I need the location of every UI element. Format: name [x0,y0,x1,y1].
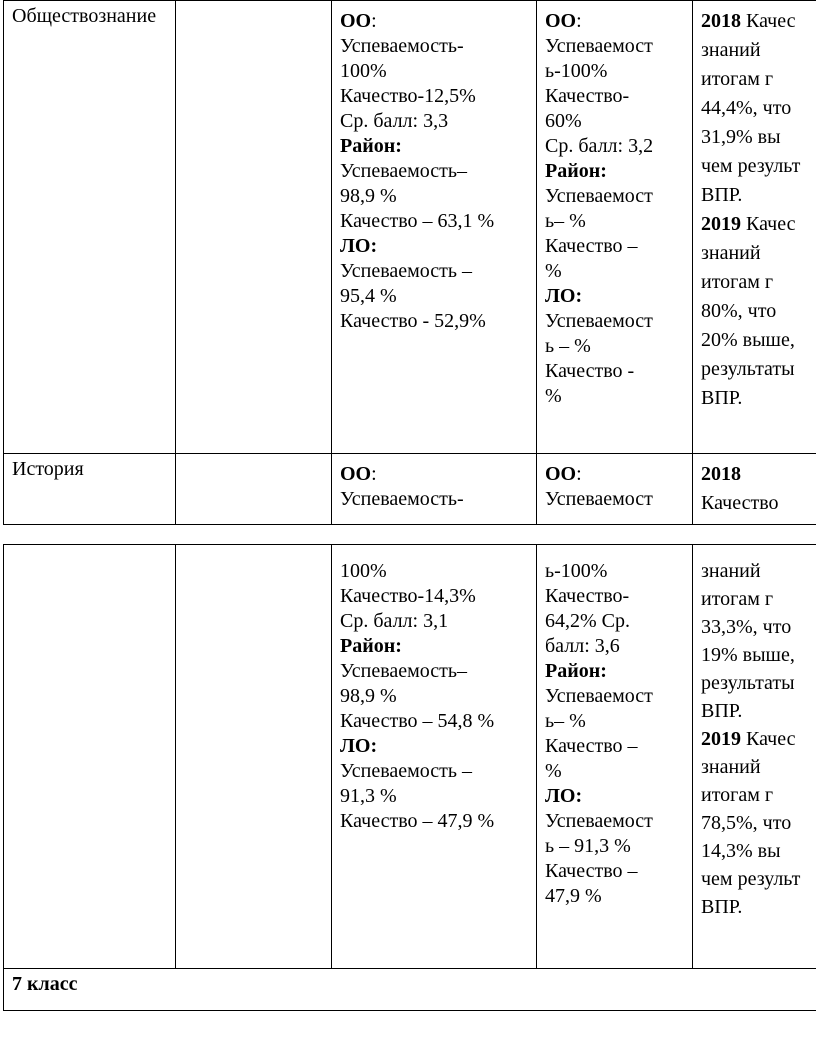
text: ВПР. [701,387,743,409]
cell-line [340,462,528,487]
bold-text: 2019 [701,213,741,235]
text: Качество- [545,85,630,107]
text: ь – 91,3 % [545,835,631,857]
text: Успеваемость– [340,160,468,182]
text: 100% [340,560,387,582]
text: 100% [340,60,387,82]
text: 20% выше, [701,329,795,351]
cell-line [340,734,528,759]
bold-text: ЛО: [545,785,583,807]
cell-line [701,697,816,725]
cell-line [701,809,816,837]
cell-line [340,259,528,284]
text: : [371,10,377,32]
text: чем результ [701,868,801,890]
cell-line [545,759,684,784]
bold-text: 2019 [701,728,741,750]
text: Успеваемост [545,810,653,832]
cell-line [545,134,684,159]
text: 19% выше, [701,644,795,666]
text: Ср. балл: 3,3 [340,110,449,132]
text: чем результ [701,155,801,177]
text: знаний [701,39,761,61]
text: 44,4%, что [701,97,792,119]
text: итогам г [701,588,774,610]
cell-line [545,109,684,134]
results-cell [537,1,693,454]
bold-text: ЛО: [340,235,378,257]
text: 98,9 % [340,185,397,207]
cell-line [340,284,528,309]
cell-line [545,359,684,384]
text: : [576,463,582,485]
cell-line [340,34,528,59]
cell-line [340,684,528,709]
cell-line [701,557,816,585]
text: : [371,463,377,485]
cell-line [340,609,528,634]
cell-line [340,84,528,109]
cell-line [340,559,528,584]
text: 80%, что [701,300,777,322]
text: ь-100% [545,60,608,82]
text: : [576,10,582,32]
comparison-cell [693,545,816,969]
results-2019-cell [332,545,537,969]
bold-text: ЛО: [340,735,378,757]
text: Качество – 54,8 % [340,710,495,732]
subject-cell: Обществознание [4,1,176,454]
bold-text: Район: [545,660,607,682]
text: 78,5%, что [701,812,792,834]
cell-line [701,210,816,239]
text: результаты [701,358,795,380]
cell-line [545,384,684,409]
cell-line [701,753,816,781]
empty-cell [176,1,332,454]
cell-line [545,659,684,684]
text: % [545,760,562,782]
cell-line [545,859,684,884]
text: итогам г [701,784,774,806]
cell-line [545,59,684,84]
text: ВПР. [701,896,743,918]
text: % [545,385,562,407]
cell-line [701,297,816,326]
cell-line [545,709,684,734]
empty-cell [4,545,176,969]
bold-text: Район: [340,135,402,157]
cell-line [701,613,816,641]
cell-line [545,559,684,584]
cell-line [545,487,684,512]
text: ВПР. [701,184,743,206]
text: Ср. балл: 3,2 [545,135,654,157]
cell-line [545,462,684,487]
bold-text: ОО [545,463,577,485]
text: Ср. балл: 3,1 [340,610,449,632]
cell-line [701,781,816,809]
cell-line [701,384,816,413]
text: ВПР. [701,700,743,722]
text: 64,2% Ср. [545,610,630,632]
table-row-class-header [4,969,816,1011]
results-2019-cell [332,454,537,525]
cell-line [340,809,528,834]
cell-line [545,634,684,659]
bold-text: ЛО: [545,285,583,307]
text: Качество - [545,360,635,382]
cell-line [701,893,816,921]
text: Качество – 47,9 % [340,810,495,832]
table-row-history [4,454,816,525]
text: Качество-14,3% [340,585,476,607]
cell-line [701,837,816,865]
empty-cell [176,545,332,969]
cell-line [545,809,684,834]
cell-line [340,159,528,184]
text: знаний [701,756,761,778]
cell-line [701,65,816,94]
text: Качество – [545,235,638,257]
text: знаний [701,242,761,264]
text: 31,9% вы [701,126,781,148]
text: Качес [741,728,796,750]
cell-line [701,460,816,489]
cell-line [701,585,816,613]
text: 33,3%, что [701,616,792,638]
cell-line [340,759,528,784]
cell-line [701,669,816,697]
bold-text: Район: [545,160,607,182]
empty-cell [176,454,332,525]
text: 95,4 % [340,285,397,307]
cell-line [701,152,816,181]
text: Качество - 52,9% [340,310,486,332]
cell-line [545,34,684,59]
subject-cell: История [4,454,176,525]
cell-line [545,284,684,309]
text: 60% [545,110,582,132]
text: Успеваемость- [340,488,464,510]
cell-line [701,641,816,669]
cell-line [701,181,816,210]
table-row-social-studies [4,1,816,454]
cell-line [340,9,528,34]
cell-line [545,159,684,184]
text: ь– % [545,210,586,232]
text: Успеваемость – [340,760,473,782]
text: Качество [701,492,779,514]
text: ь – % [545,335,591,357]
cell-line [701,725,816,753]
cell-line [340,659,528,684]
cell-line [701,123,816,152]
bold-text: ОО [340,463,372,485]
bold-text: Район: [340,635,402,657]
cell-line [545,884,684,909]
bold-text: ОО [545,10,577,32]
text: Успеваемост [545,35,653,57]
text: ь-100% [545,560,608,582]
text: Качество – [545,735,638,757]
text: Успеваемост [545,185,653,207]
results-cell [537,545,693,969]
text: Качес [741,213,796,235]
cell-line [545,609,684,634]
text: Успеваемость- [340,35,464,57]
results-table-page-1 [3,0,816,525]
text: Успеваемост [545,685,653,707]
results-table-page-2 [3,544,816,1011]
text: итогам г [701,68,774,90]
table-row-history-continued [4,545,816,969]
bold-text: 2018 [701,10,741,32]
text: знаний [701,560,761,582]
cell-line [340,784,528,809]
cell-line [545,784,684,809]
cell-line [340,134,528,159]
cell-line [545,834,684,859]
cell-line [701,326,816,355]
cell-line [701,355,816,384]
cell-line [340,309,528,334]
text: итогам г [701,271,774,293]
text: Успеваемость – [340,260,473,282]
text: результаты [701,672,795,694]
comparison-cell [693,1,816,454]
cell-line [545,309,684,334]
cell-line [340,234,528,259]
text: ь– % [545,710,586,732]
text: Качество-12,5% [340,85,476,107]
text: Качес [741,10,796,32]
text: 98,9 % [340,685,397,707]
text: Качество – [545,860,638,882]
cell-line [340,184,528,209]
comparison-cell [693,454,816,525]
text: Успеваемость– [340,660,468,682]
bold-text: ОО [340,10,372,32]
cell-line [340,109,528,134]
text: Успеваемост [545,310,653,332]
cell-line [545,209,684,234]
text: % [545,260,562,282]
text: Качество – 63,1 % [340,210,495,232]
cell-line [545,334,684,359]
cell-line [545,84,684,109]
text: 91,3 % [340,785,397,807]
text: 47,9 % [545,885,602,907]
cell-line [701,94,816,123]
cell-line [340,59,528,84]
cell-line [701,865,816,893]
text: балл: 3,6 [545,635,620,657]
results-2019-cell [332,1,537,454]
cell-line [545,184,684,209]
cell-line [340,209,528,234]
text: 14,3% вы [701,840,781,862]
cell-line [340,634,528,659]
cell-line [340,487,528,512]
cell-line [701,7,816,36]
bold-text: 2018 [701,463,741,485]
cell-line [340,584,528,609]
cell-line [701,268,816,297]
cell-line [545,234,684,259]
results-cell [537,454,693,525]
text: Успеваемост [545,488,653,510]
cell-line [701,489,816,518]
cell-line [340,709,528,734]
cell-line [545,684,684,709]
cell-line [701,36,816,65]
class-heading: 7 класс [4,969,816,1011]
cell-line [545,584,684,609]
cell-line [701,239,816,268]
cell-line [545,259,684,284]
cell-line [545,9,684,34]
text: Качество- [545,585,630,607]
cell-line [545,734,684,759]
